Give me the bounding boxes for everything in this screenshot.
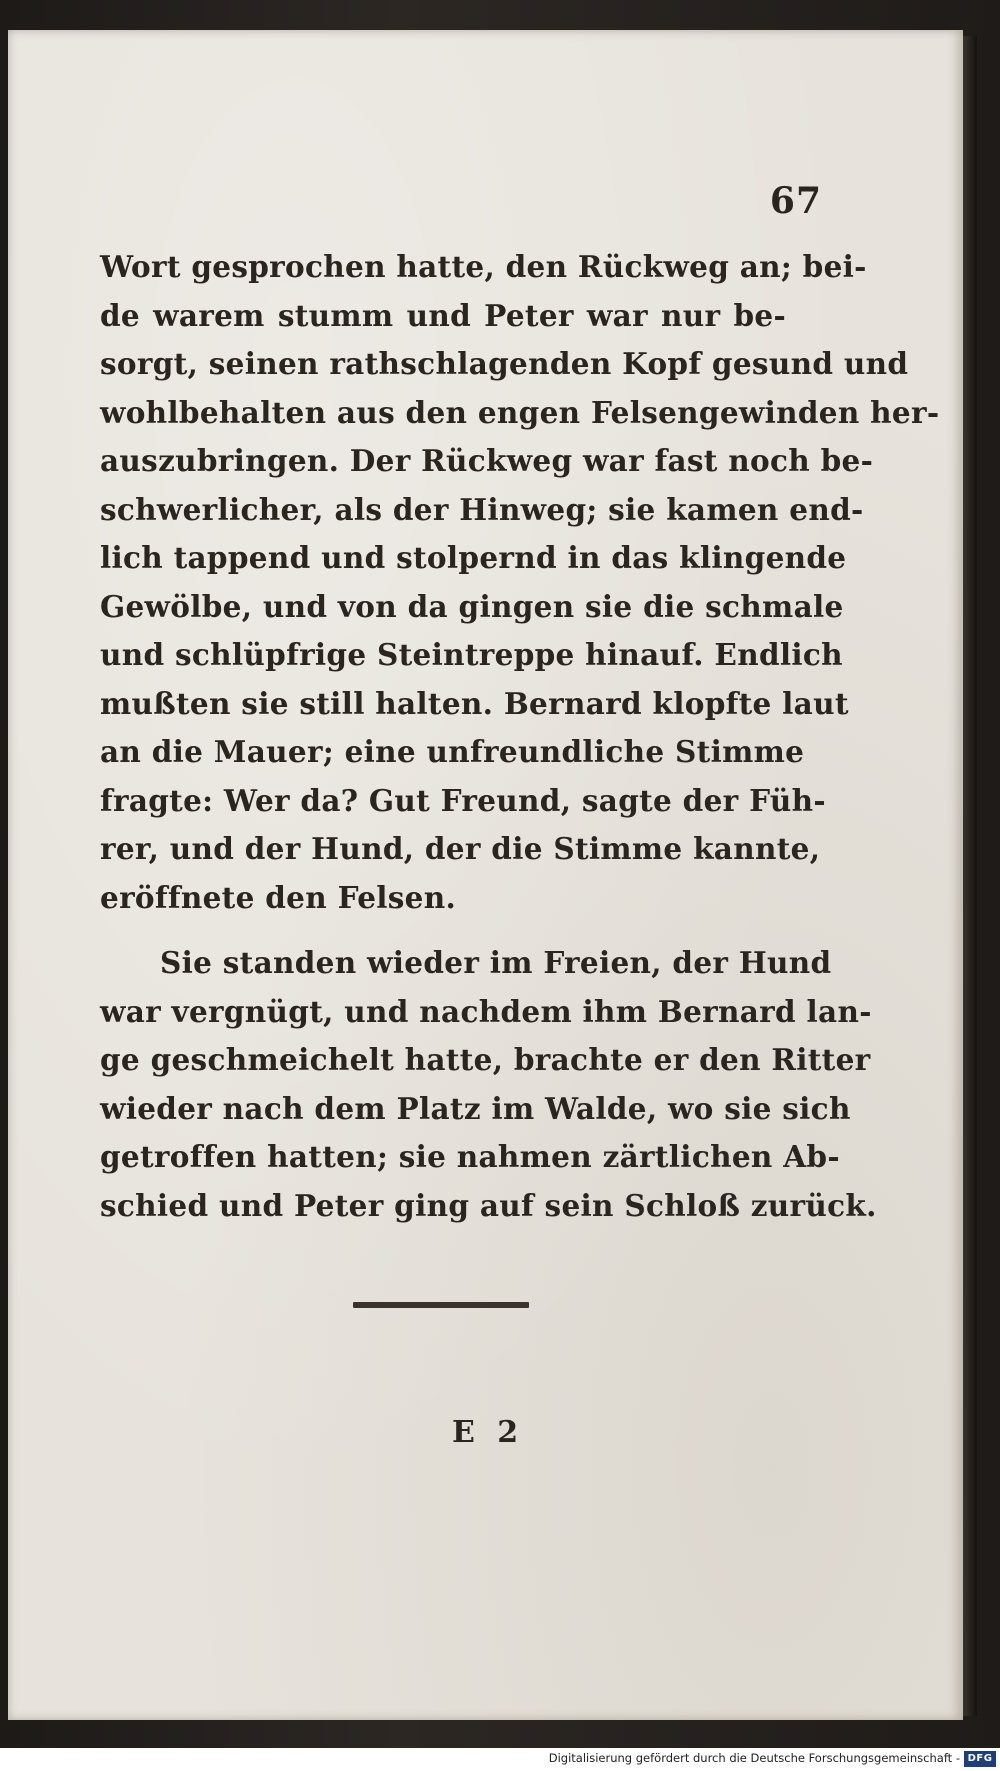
text-line: sorgt, seinen rathschlagenden Kopf gesund und bbox=[100, 346, 909, 381]
text-line: ge geschmeichelt hatte, brachte er den Ritter bbox=[100, 1042, 871, 1077]
text-line: schwerlicher, als der Hinweg; sie kamen end- bbox=[100, 491, 864, 527]
body-text bbox=[100, 243, 940, 1230]
paragraph-gap bbox=[100, 922, 786, 939]
text-line: mußten sie still halten. Bernard klopfte laut bbox=[100, 685, 849, 721]
page-edge bbox=[963, 36, 977, 1716]
text-line: schied und Peter ging auf sein Schloß zurück. bbox=[100, 1187, 877, 1223]
text-line: und schlüpfrige Steintreppe hinauf. Endlich bbox=[100, 637, 843, 672]
digitization-footer bbox=[0, 1748, 1000, 1771]
text-line: wieder nach dem Platz im Walde, wo sie sich bbox=[100, 1090, 851, 1126]
text-line: wohlbehalten aus den engen Felsengewinden her- bbox=[100, 394, 940, 430]
printer-signature-mark: E 2 bbox=[452, 1415, 525, 1450]
text-line: eröffnete den Felsen. bbox=[100, 879, 457, 915]
paragraph-1 bbox=[100, 243, 940, 922]
text-line: an die Mauer; eine unfreundliche Stimme bbox=[100, 734, 805, 769]
dfg-logo: DFG bbox=[964, 1751, 996, 1767]
text-line: getroffen hatten; sie nahmen zärtlichen Ab- bbox=[100, 1139, 840, 1174]
text-line: lich tappend und stolpernd in das klingende bbox=[100, 540, 847, 575]
text-line: Sie standen wieder im Freien, der Hund bbox=[160, 945, 832, 980]
text-line: auszubringen. Der Rückweg war fast noch be- bbox=[100, 443, 874, 478]
text-line: rer, und der Hund, der die Stimme kannte, bbox=[100, 831, 821, 866]
text-line: Wort gesprochen hatte, den Rückweg an; bei- bbox=[100, 249, 867, 284]
text-line: de warem stumm und Peter war nur be- bbox=[100, 297, 786, 333]
text-line: fragte: Wer da? Gut Freund, sagte der Füh- bbox=[100, 782, 826, 818]
text-line: Gewölbe, und von da gingen sie die schmale bbox=[100, 588, 844, 624]
text-line: war vergnügt, und nachdem ihm Bernard lan- bbox=[100, 993, 872, 1029]
paragraph-2 bbox=[100, 939, 877, 1230]
section-rule bbox=[353, 1302, 529, 1308]
page-number: 67 bbox=[769, 180, 822, 222]
footer-credit: Digitalisierung gefördert durch die Deutsche Forschungsgemeinschaft - bbox=[548, 1751, 960, 1765]
